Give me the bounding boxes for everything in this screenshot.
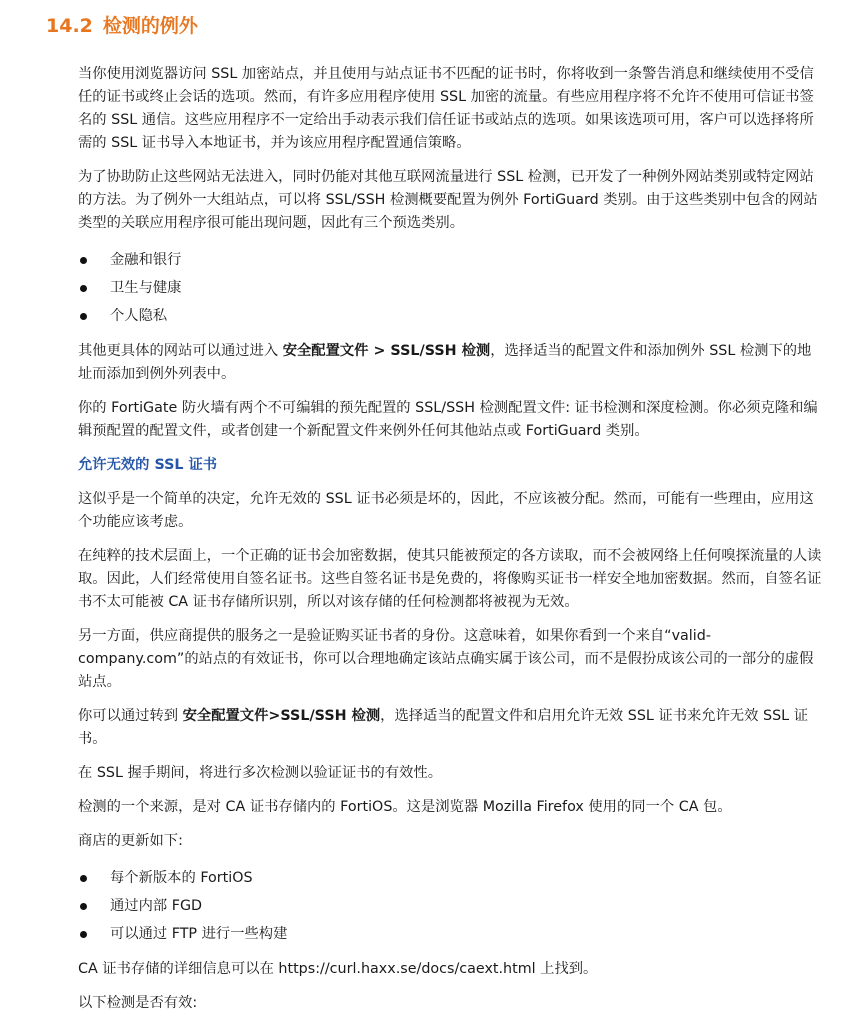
list-item: 每个新版本的 FortiOS bbox=[78, 864, 823, 892]
list-item: 个人隐私 bbox=[78, 302, 823, 330]
paragraph-exemption-method: 为了协助防止这些网站无法进入，同时仍能对其他互联网流量进行 SSL 检测，已开发了一种例外网站类别或特定网站的方法。为了例外一大组站点，可以将 SSL/SSH 检测概要配置为例外 FortiGuard 类别。由于这些类别中包含的网站类型的关联应用程序很可能出现问题，因此有三个预选类别。 bbox=[78, 169, 818, 231]
bullet-icon bbox=[80, 285, 87, 292]
list-item: 金融和银行 bbox=[78, 246, 823, 274]
paragraph-self-signed: 在纯粹的技术层面上，一个正确的证书会加密数据，使其只能被预定的各方读取，而不会被网络上任何嗅探流量的人读取。因此，人们经常使用自签名证书。这些自签名证书是免费的，将像购买证书一样安全地加密数据。然而，自签名证书不太可能被 CA 证书存储所识别，所以对该存储的任何检测都将被视为无效。 bbox=[78, 548, 822, 610]
subsection-heading: 允许无效的 SSL 证书 bbox=[78, 457, 218, 473]
paragraph-preconfigured-profiles: 你的 FortiGate 防火墙有两个不可编辑的预先配置的 SSL/SSH 检测配置文件: 证书检测和深度检测。你必须克隆和编辑预配置的配置文件，或者创建一个新配置文件来例外任何其他站点或 FortiGuard 类别。 bbox=[78, 400, 818, 439]
paragraph-ssl-warning: 当你使用浏览器访问 SSL 加密站点，并且使用与站点证书不匹配的证书时，你将收到一条警告消息和继续使用不受信任的证书或终止会话的选项。然而，有许多应用程序使用 SSL 加密的流量。有些应用程序将不允许不使用可信证书签名的 SSL 通信。这些应用程序不一定给出手动表示我们信任证书或站点的选项。如果该选项可用，客户可以选择将所需的 SSL 证书导入本地证书，并为该应用程序配置通信策略。 bbox=[78, 66, 814, 151]
paragraph-invalid-cert-intro: 这似乎是一个简单的决定，允许无效的 SSL 证书必须是坏的，因此，不应该被分配。然而，可能有一些理由，应用这个功能应该考虑。 bbox=[78, 491, 814, 530]
paragraph-ca-source: 检测的一个来源，是对 CA 证书存储内的 FortiOS。这是浏览器 Mozilla Firefox 使用的同一个 CA 包。 bbox=[78, 799, 732, 815]
bullet-icon bbox=[80, 931, 87, 938]
paragraph-ca-details: CA 证书存储的详细信息可以在 https://curl.haxx.se/docs/caext.html 上找到。 bbox=[78, 961, 598, 977]
section-title: 检测的例外 bbox=[102, 15, 198, 37]
bullet-icon bbox=[80, 257, 87, 264]
bullet-icon bbox=[80, 313, 87, 320]
section-number: 14.2 bbox=[46, 15, 93, 37]
document-body bbox=[78, 63, 823, 1026]
update-method-list bbox=[78, 864, 823, 948]
paragraph-checks-intro: 以下检测是否有效: bbox=[78, 995, 198, 1011]
paragraph-allow-invalid: 你可以通过转到 安全配置文件>SSL/SSH 检测，选择适当的配置文件和启用允许无效 SSL 证书来允许无效 SSL 证书。 bbox=[78, 708, 808, 747]
bullet-icon bbox=[80, 875, 87, 882]
list-item: 通过内部 FGD bbox=[78, 892, 823, 920]
paragraph-add-exemptions: 其他更具体的网站可以通过进入 安全配置文件 > SSL/SSH 检测，选择适当的配置文件和添加例外 SSL 检测下的地址而添加到例外列表中。 bbox=[78, 343, 812, 382]
menu-path: 安全配置文件 > SSL/SSH 检测 bbox=[282, 343, 491, 359]
menu-path: 安全配置文件>SSL/SSH 检测 bbox=[182, 708, 381, 724]
paragraph-vendor-identity: 另一方面，供应商提供的服务之一是验证购买证书者的身份。这意味着，如果你看到一个来自“valid-company.com”的站点的有效证书，你可以合理地确定该站点确实属于该公司，而不是假扮成该公司的一部分的虚假站点。 bbox=[78, 628, 814, 690]
list-item: 卫生与健康 bbox=[78, 274, 823, 302]
exempt-category-list bbox=[78, 246, 823, 330]
list-item: 可以通过 FTP 进行一些构建 bbox=[78, 920, 823, 948]
bullet-icon bbox=[80, 903, 87, 910]
section-heading bbox=[46, 11, 198, 38]
paragraph-store-updates: 商店的更新如下: bbox=[78, 833, 183, 849]
paragraph-handshake: 在 SSL 握手期间，将进行多次检测以验证证书的有效性。 bbox=[78, 765, 443, 781]
